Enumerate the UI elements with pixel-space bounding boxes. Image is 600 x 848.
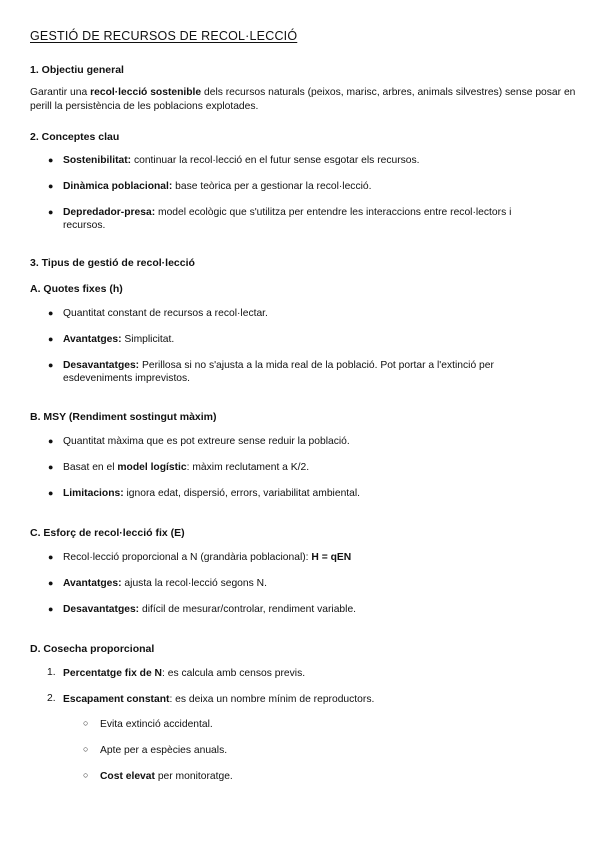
list-item-text: Simplicitat.	[121, 334, 175, 345]
list-number: 2.	[47, 693, 56, 704]
list-item-msy-model	[63, 461, 309, 474]
list-item-msy-limitacions	[63, 487, 360, 500]
list-item-text: per monitoratge.	[154, 771, 233, 782]
list-item-text: : es deixa un nombre mínim de reproductors.	[169, 694, 375, 705]
page-title: GESTIÓ DE RECURSOS DE RECOL·LECCIÓ	[30, 29, 298, 43]
bullet-icon: ●	[48, 462, 54, 472]
list-item-text: : es calcula amb censos previs.	[162, 668, 306, 679]
list-item-percentatge	[63, 667, 305, 680]
objectiu-text-pre: Garantir una	[30, 87, 91, 98]
subsection-heading-quotes: A. Quotes fixes (h)	[30, 283, 123, 295]
bullet-icon: ●	[48, 308, 54, 318]
circle-bullet-icon: ○	[83, 744, 89, 754]
subsection-heading-msy: B. MSY (Rendiment sostingut màxim)	[30, 411, 217, 423]
subsection-heading-cosecha: D. Cosecha proporcional	[30, 643, 155, 655]
bullet-icon: ●	[48, 604, 54, 614]
sub-item-evita: Evita extinció accidental.	[100, 719, 213, 730]
list-item-esforc-def	[63, 551, 351, 564]
list-item-term: Avantatges:	[63, 578, 122, 589]
bullet-icon: ●	[48, 155, 54, 165]
list-item-text: Basat en el	[63, 462, 118, 473]
list-item-esforc-avantatges	[63, 577, 267, 590]
bullet-icon: ●	[48, 334, 54, 344]
list-item-quotes-avantatges	[63, 333, 174, 346]
list-item-term: Depredador-presa:	[63, 207, 156, 218]
list-item-msy-def: Quantitat màxima que es pot extreure sense reduir la població.	[63, 436, 350, 447]
list-item-term: Desavantatges:	[63, 604, 140, 615]
list-item-text: base teòrica per a gestionar la recol·lecció.	[172, 181, 372, 192]
list-item-text: Recol·lecció proporcional a N (grandària poblacional):	[63, 552, 312, 563]
list-item-text: ajusta la recol·lecció segons N.	[121, 578, 267, 589]
bullet-icon: ●	[48, 552, 54, 562]
circle-bullet-icon: ○	[83, 718, 89, 728]
list-item-term: Desavantatges:	[63, 360, 140, 371]
section-heading-conceptes: 2. Conceptes clau	[30, 131, 120, 143]
subsection-heading-esforc: C. Esforç de recol·lecció fix (E)	[30, 527, 185, 539]
section-heading-tipus: 3. Tipus de gestió de recol·lecció	[30, 257, 195, 269]
list-item-term: Escapament constant	[63, 694, 170, 705]
formula: H = qEN	[311, 552, 352, 563]
circle-bullet-icon: ○	[83, 770, 89, 780]
bullet-icon: ●	[48, 488, 54, 498]
list-item-escapament	[63, 693, 374, 706]
bullet-icon: ●	[48, 207, 54, 217]
list-item-text: : màxim reclutament a K/2.	[186, 462, 310, 473]
list-item-esforc-desavantatges	[63, 603, 356, 616]
bullet-icon: ●	[48, 436, 54, 446]
sub-item-apte: Apte per a espècies anuals.	[100, 745, 228, 756]
bullet-icon: ●	[48, 181, 54, 191]
list-item-term: model logístic	[117, 462, 187, 473]
objectiu-text-post: dels recursos naturals (peixos, marisc, arbres, animals silvestres) sense posar en perill la persistència de les poblacions explotades.	[30, 87, 576, 112]
bullet-icon: ●	[48, 360, 54, 370]
objectiu-paragraph	[30, 86, 580, 114]
list-number: 1.	[47, 667, 56, 678]
list-item-term: Dinàmica poblacional:	[63, 181, 173, 192]
list-item-term: Cost elevat	[100, 771, 155, 782]
list-item-sostenibilitat	[63, 154, 420, 167]
list-item-text: difícil de mesurar/controlar, rendiment variable.	[139, 604, 357, 615]
list-item-depredador	[63, 206, 553, 232]
list-item-text: Perillosa si no s'ajusta a la mida real de la població. Pot portar a l'extinció per esdeveniments imprevistos.	[63, 360, 494, 384]
list-item-term: Avantatges:	[63, 334, 122, 345]
bullet-icon: ●	[48, 578, 54, 588]
list-item-text: ignora edat, dispersió, errors, variabilitat ambiental.	[123, 488, 361, 499]
list-item-dinamica	[63, 180, 371, 193]
sub-item-cost	[100, 770, 233, 783]
section-heading-objectiu: 1. Objectiu general	[30, 64, 124, 76]
list-item-term: Percentatge fix de N	[63, 668, 162, 679]
list-item-text: continuar la recol·lecció en el futur sense esgotar els recursos.	[131, 155, 420, 166]
list-item-text: model ecològic que s'utilitza per entendre les interaccions entre recol·lectors i recursos.	[63, 207, 512, 231]
list-item-term: Limitacions:	[63, 488, 124, 499]
list-item-term: Sostenibilitat:	[63, 155, 132, 166]
list-item-quotes-desavantatges	[63, 359, 553, 385]
objectiu-text-bold: recol·lecció sostenible	[90, 87, 202, 98]
list-item-quotes-def: Quantitat constant de recursos a recol·lectar.	[63, 308, 268, 319]
